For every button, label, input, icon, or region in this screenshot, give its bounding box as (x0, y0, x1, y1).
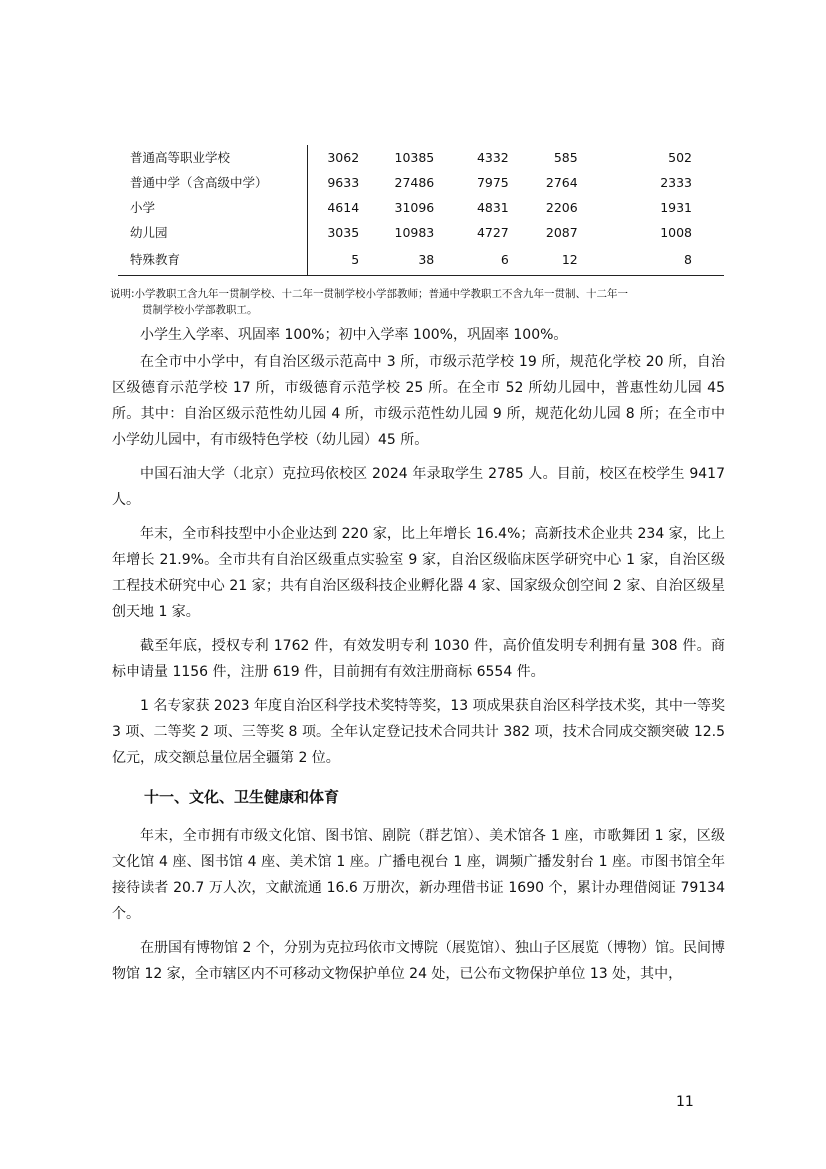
table-row (118, 220, 724, 245)
paragraph: 年末，全市科技型中小企业达到 220 家，比上年增长 16.4%；高新技术企业共 234 家，比上年增长 21.9%。全市共有自治区级重点实验室 9 家，自治区级临床医学研究中心 1 家，自治区级工程技术研究中心 21 家；共有自治区级科技企业孵化器 4 家、国家级众创空间 2 家、自治区级星创天地 1 家。 (112, 526, 725, 620)
row-name: 特殊教育 (118, 245, 307, 276)
page-number: 11 (676, 1094, 694, 1110)
education-stats-table (118, 145, 724, 276)
paragraph: 截至年底，授权专利 1762 件，有效发明专利 1030 件，高价值发明专利拥有量 308 件。商标申请量 1156 件，注册 619 件，目前拥有有效注册商标 6554 件。 (112, 638, 725, 680)
table-row (118, 145, 724, 170)
cell-value: 5 (307, 245, 359, 276)
cell-value: 585 (553, 150, 578, 165)
cell-value: 4332 (476, 150, 509, 165)
cell-value: 1008 (660, 225, 692, 240)
section-heading: 十一、文化、卫生健康和体育 (144, 788, 340, 806)
table-row (118, 195, 724, 220)
cell-value: 4727 (476, 225, 509, 240)
cell-value: 6 (434, 245, 509, 276)
paragraph: 年末，全市拥有市级文化馆、图书馆、剧院（群艺馆）、美术馆各 1 座，市歌舞团 1 家，区级文化馆 4 座、图书馆 4 座、美术馆 1 座。广播电视台 1 座，调频广播发射台 1 座。市图书馆全年接待读者 20.7 万人次，文献流通 16.6 万册次，新办理借书证 1690 个，累计办理借阅证 79134 个。 (112, 828, 725, 922)
cell-value: 10983 (394, 225, 435, 240)
cell-value: 27486 (394, 175, 435, 190)
row-name: 普通高等职业学校 (118, 145, 307, 170)
cell-value: 31096 (394, 200, 435, 215)
cell-value: 4831 (476, 200, 509, 215)
table-note-line: 贯制学校小学部教职工。 (142, 304, 258, 316)
paragraph: 1 名专家获 2023 年度自治区科学技术奖特等奖，13 项成果获自治区科学技术奖，其中一等奖 3 项、二等奖 2 项、三等奖 8 项。全年认定登记技术合同共计 382 项，技术合同成交额突破 12.5 亿元，成交额总量位居全疆第 2 位。 (112, 698, 725, 766)
cell-value: 12 (509, 245, 578, 276)
cell-value: 1931 (660, 200, 692, 215)
cell-value: 9633 (327, 175, 360, 190)
cell-value: 4614 (327, 200, 360, 215)
paragraph: 中国石油大学（北京）克拉玛依校区 2024 年录取学生 2785 人。目前，校区在校学生 9417 人。 (112, 466, 725, 508)
cell-value: 2206 (545, 200, 578, 215)
cell-value: 3062 (327, 150, 360, 165)
paragraph: 小学生入学率、巩固率 100%；初中入学率 100%，巩固率 100%。 (140, 327, 568, 343)
table-row (118, 245, 724, 276)
paragraph: 在册国有博物馆 2 个，分别为克拉玛依市文博院（展览馆）、独山子区展览（博物）馆。民间博物馆 12 家，全市辖区内不可移动文物保护单位 24 处，已公布文物保护单位 13 处，其中， (112, 940, 725, 982)
row-name: 幼儿园 (118, 220, 307, 245)
table-note (110, 286, 725, 318)
education-table (118, 145, 724, 276)
table-note-line: 说明:小学教职工含九年一贯制学校、十二年一贯制学校小学部教师；普通中学教职工不含九年一贯制、十二年一 (110, 288, 629, 300)
table-row (118, 170, 724, 195)
cell-value: 7975 (476, 175, 509, 190)
document-body (112, 322, 725, 988)
row-name: 小学 (118, 195, 307, 220)
cell-value: 10385 (394, 150, 435, 165)
cell-value: 38 (359, 245, 434, 276)
cell-value: 8 (578, 245, 724, 276)
cell-value: 2764 (545, 175, 578, 190)
cell-value: 502 (668, 150, 692, 165)
paragraph: 在全市中小学中，有自治区级示范高中 3 所，市级示范学校 19 所，规范化学校 20 所，自治区级德育示范学校 17 所，市级德育示范学校 25 所。在全市 52 所幼儿园中，普惠性幼儿园 45 所。其中：自治区级示范性幼儿园 4 所，市级示范性幼儿园 9 所，规范化幼儿园 8 所；在全市中小学幼儿园中，有市级特色学校（幼儿园）45 所。 (112, 354, 725, 448)
row-name: 普通中学（含高级中学） (118, 170, 307, 195)
cell-value: 2333 (660, 175, 692, 190)
cell-value: 2087 (545, 225, 578, 240)
cell-value: 3035 (327, 225, 360, 240)
